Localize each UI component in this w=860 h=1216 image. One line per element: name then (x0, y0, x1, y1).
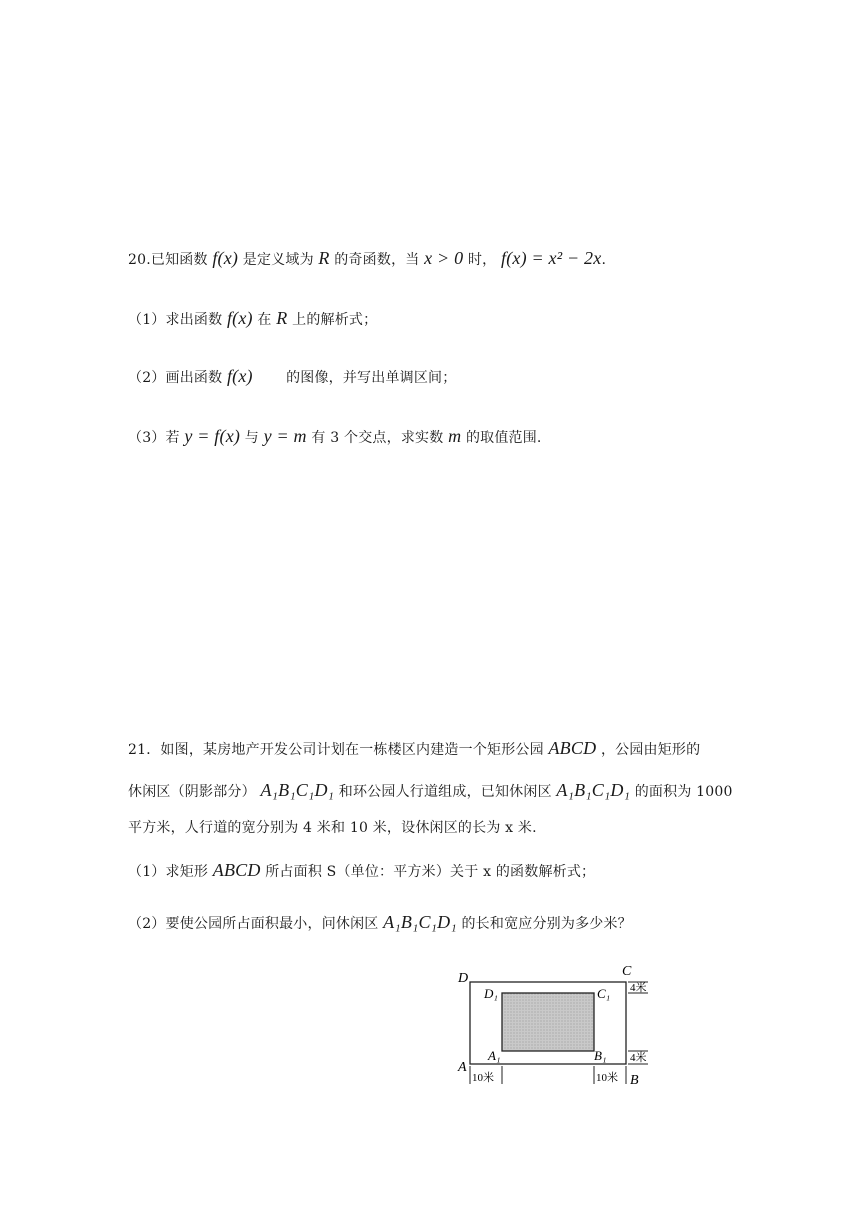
park-diagram (450, 960, 680, 1090)
math-fx: f(x) (226, 366, 253, 386)
q20-text: （1）求出函数 (128, 312, 223, 328)
park-diagram-svg (450, 960, 680, 1090)
q20-text: 上的解析式； (292, 312, 378, 328)
math-fx: f(x) (212, 248, 239, 268)
math-ABCD: ABCD (212, 860, 261, 880)
q21-text: 的长和宽应分别为多少米？ (461, 916, 632, 932)
label-A: A (458, 1060, 467, 1075)
math-A1B1C1D1: A₁B₁C₁D₁ (383, 912, 457, 932)
q20-text: （2）画出函数 (128, 370, 223, 386)
label-D: D (458, 971, 469, 986)
q21-text: 21．如图，某房地产开发公司计划在一栋楼区内建造一个矩形公园 (128, 742, 544, 758)
dim-top: 4米 (630, 982, 647, 994)
q20-text: 有 3 个交点，求实数 (311, 430, 444, 446)
q21-text: 的面积为 1000 (634, 784, 733, 800)
inner-rectangle (502, 993, 594, 1051)
q21-part1 (128, 860, 595, 882)
q20-text: 20.已知函数 (128, 252, 208, 268)
q21-text: 休闲区（阴影部分） (128, 784, 256, 800)
q20-part2 (128, 366, 456, 388)
q21-text: ，公园由矩形的 (600, 742, 701, 758)
q20-text: 时， (467, 252, 497, 268)
q20-text: 在 (257, 312, 272, 328)
math-A1B1C1D1: A₁B₁C₁D₁ (260, 780, 335, 800)
q20-text: 的取值范围. (465, 430, 542, 446)
q20-text: （3）若 (128, 430, 180, 446)
q20-text: 的奇函数，当 (334, 252, 420, 268)
label-C: C (622, 964, 632, 979)
q21-text: 平方米，人行道的宽分别为 4 米和 10 米，设休闲区的长为 x 米. (128, 820, 537, 836)
math-R: R (276, 308, 288, 328)
q21-line2 (128, 780, 733, 802)
dim-left: 10米 (472, 1072, 494, 1084)
dim-right: 10米 (596, 1072, 618, 1084)
label-A1: A₁ (488, 1048, 501, 1063)
math-y-eq-fx: y = f(x) (184, 426, 241, 446)
math-fx: f(x) (226, 308, 253, 328)
q20-part1 (128, 308, 377, 330)
q21-text: （1）求矩形 (128, 864, 209, 880)
math-m: m (448, 426, 462, 446)
math-A1B1C1D1: A₁B₁C₁D₁ (556, 780, 631, 800)
math-ABCD: ABCD (548, 738, 597, 758)
math-condition: x > 0 (424, 248, 464, 268)
label-B1: B₁ (594, 1048, 607, 1063)
q20-text: 与 (244, 430, 259, 446)
math-y-eq-m: y = m (263, 426, 307, 446)
q21-text: 所占面积 S（单位：平方米）关于 x 的函数解析式； (265, 864, 596, 880)
label-C1: C₁ (597, 986, 611, 1001)
q20-part3 (128, 426, 542, 448)
math-R: R (318, 248, 330, 268)
q21-line3 (128, 818, 537, 838)
q21-text: （2）要使公园所占面积最小，问休闲区 (128, 916, 379, 932)
q20-text: 的图像，并写出单调区间； (286, 370, 457, 386)
label-D1: D₁ (484, 986, 498, 1001)
q21-line1 (128, 738, 700, 760)
dim-bottom: 4米 (630, 1052, 647, 1064)
q21-part2 (128, 912, 632, 934)
q20-intro: 20.已知函数 f(x) 是定义域为 R 的奇函数，当 x > 0 时， f(x) = x² − 2x. (128, 248, 607, 268)
math-formula: f(x) = x² − 2x (501, 248, 602, 268)
q20-text: 是定义域为 (242, 252, 314, 268)
label-B: B (630, 1073, 639, 1088)
q21-text: 和环公园人行道组成，已知休闲区 (338, 784, 552, 800)
